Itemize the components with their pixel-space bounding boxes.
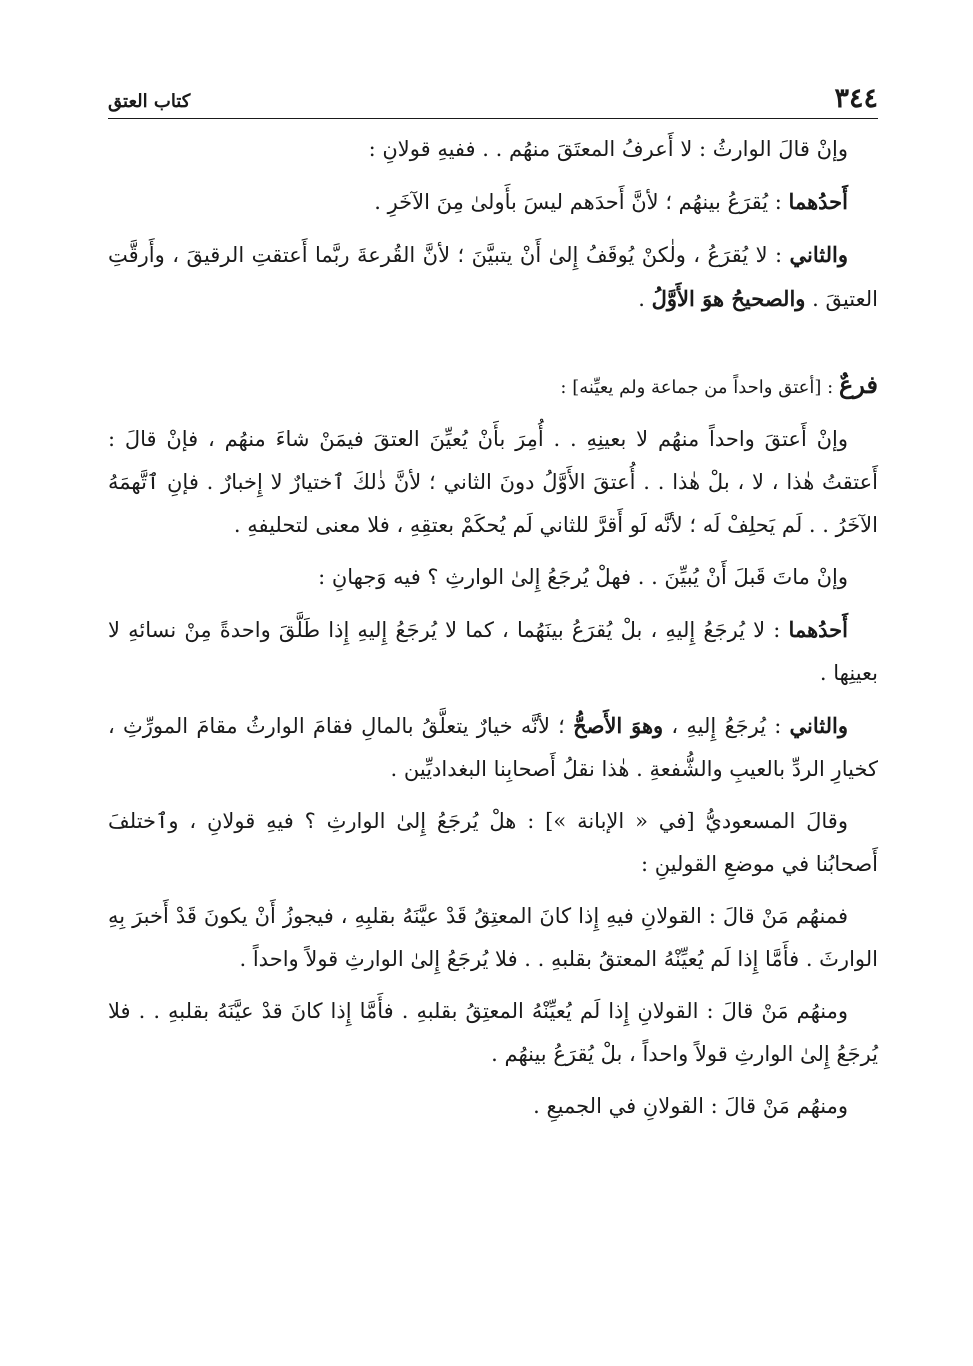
section-heading	[108, 363, 878, 409]
paragraph-1	[108, 128, 878, 171]
paragraph-lead: أَحدُهما	[788, 189, 848, 214]
page-number: ٣٤٤	[834, 83, 878, 114]
paragraph-text: ومنهُم مَنْ قالَ : القولانِ إِذا لَم يُعيِّنْهُ المعتِقُ بقلبهِ . فأَمَّا إِذا كانَ قدْ عيَّنَهُ بقلبهِ . . فلا يُرجَعُ إِلىٰ الوارثِ قولاً واحداً ، بلْ يُقرَعُ بينهُم .	[108, 999, 878, 1066]
ruling-emphasis: والصحيحُ هوَ الأَوَّلُ	[651, 286, 806, 311]
paragraph-8	[108, 800, 878, 886]
paragraph-text: وإنْ ماتَ قَبلَ أَنْ يُبيِّنَ . . فهلْ يُرجَعُ إِلىٰ الوارثِ ؟ فيه وَجهانِ :	[318, 565, 848, 589]
paragraph-2	[108, 180, 878, 224]
paragraph-text: فمنهُم مَنْ قالَ : القولانِ فيهِ إِذا كانَ المعتِقُ قَدْ عيَّنَهُ بقلبِهِ ، فيجوزُ أَنْ يكونَ قَدْ أَخبرَ بِهِ الوارثَ . فأَمَّا إِذا لَم يُعيِّنْهُ المعتقُ بقلبهِ . . فلا يُرجَعُ إِلىٰ الوارثِ قولاً واحداً .	[108, 904, 878, 971]
paragraph-tail: .	[638, 287, 652, 311]
section-heading-title: : [أعتق واحداً من جماعة ولم يعيِّنه] :	[560, 377, 839, 398]
paragraph-text: وإنْ قالَ الوارثُ : لا أَعرفُ المعتَقَ منهُم . . ففيهِ قولانِ :	[368, 137, 848, 161]
paragraph-text: ومنهُم مَنْ قالَ : القولانِ في الجميعِ .	[533, 1094, 848, 1118]
paragraph-text: : لا يُقرَعُ ، ولٰكنْ يُوقَفُ إِلىٰ أَنْ يتبيَّنَ ؛ لأنَّ القُرعةَ ربَّما أَعتقتِ الرقيقَ ، وأَرقَّتِ العتيقَ .	[108, 243, 878, 311]
paragraph-6	[108, 608, 878, 695]
paragraph-11	[108, 1085, 878, 1128]
paragraph-7	[108, 704, 878, 791]
paragraph-lead: والثاني	[789, 713, 849, 738]
page-body	[108, 128, 878, 1137]
paragraph-5	[108, 556, 878, 599]
paragraph-text: وإنْ أَعتقَ واحداً منهُم لا بعينِهِ . . أُمِرَ بأَنْ يُعيِّنَ العتقَ فيمَنْ شاءَ منهُم ، فإنْ قالَ : أَعتقتُ هٰذا ، لا ، بلْ هٰذا . . أُعتقَ الأَوَّلُ دونَ الثاني ؛ لأنَّ ذٰلكَ ٱختيارٌ لا إِخبارٌ . فإنِ ٱتَّهمَهُ الآخَرُ . . لَم يَحلِفْ لَه ؛ لأنَّه لَو أَقرَّ للثاني لَم يُحكَمْ بعتقِهِ ، فلا معنى لتحليفهِ .	[108, 427, 878, 537]
book-title: كتاب العتق	[108, 91, 191, 112]
paragraph-text: : يُرجَعُ إِليهِ ،	[663, 714, 790, 738]
paragraph-tail: ؛ لأنَّه خيارٌ يتعلَّقُ بالمالِ فقامَ الوارثُ مقامَ المورِّثِ ، كخيارِ الردِّ بالعيبِ والشُّفعةِ . هٰذا نقلُ أَصحابِنا البغداديِّين .	[108, 714, 878, 781]
paragraph-4	[108, 418, 878, 547]
page-header	[108, 78, 878, 119]
paragraph-lead: والثاني	[789, 242, 848, 267]
section-heading-label: فرعٌ	[838, 370, 878, 399]
paragraph-10	[108, 990, 878, 1076]
paragraph-text: : لا يُرجَعُ إِليهِ ، بلْ يُقرَعُ بينَهُما ، كما لا يُرجَعُ إِليهِ إِذا طَلَّقَ واحدةً مِنْ نسائهِ لا بعينِها .	[108, 618, 878, 685]
paragraph-lead: أَحدُهما	[788, 617, 848, 642]
paragraph-text: : يُقرَعُ بينهُم ؛ لأنَّ أَحدَهم ليسَ بأَولىٰ مِنَ الآخَرِ .	[374, 190, 789, 214]
paragraph-3	[108, 233, 878, 321]
paragraph-9	[108, 895, 878, 981]
ruling-emphasis: وهوَ الأَصحُّ	[573, 713, 664, 738]
paragraph-text: وقالَ المسعوديُّ [في « الإبانة »] : هلْ يُرجَعُ إِلىٰ الوارثِ ؟ فيهِ قولانِ ، وٱختلفَ أَصحابُنا في موضعِ القولينِ :	[108, 809, 878, 876]
